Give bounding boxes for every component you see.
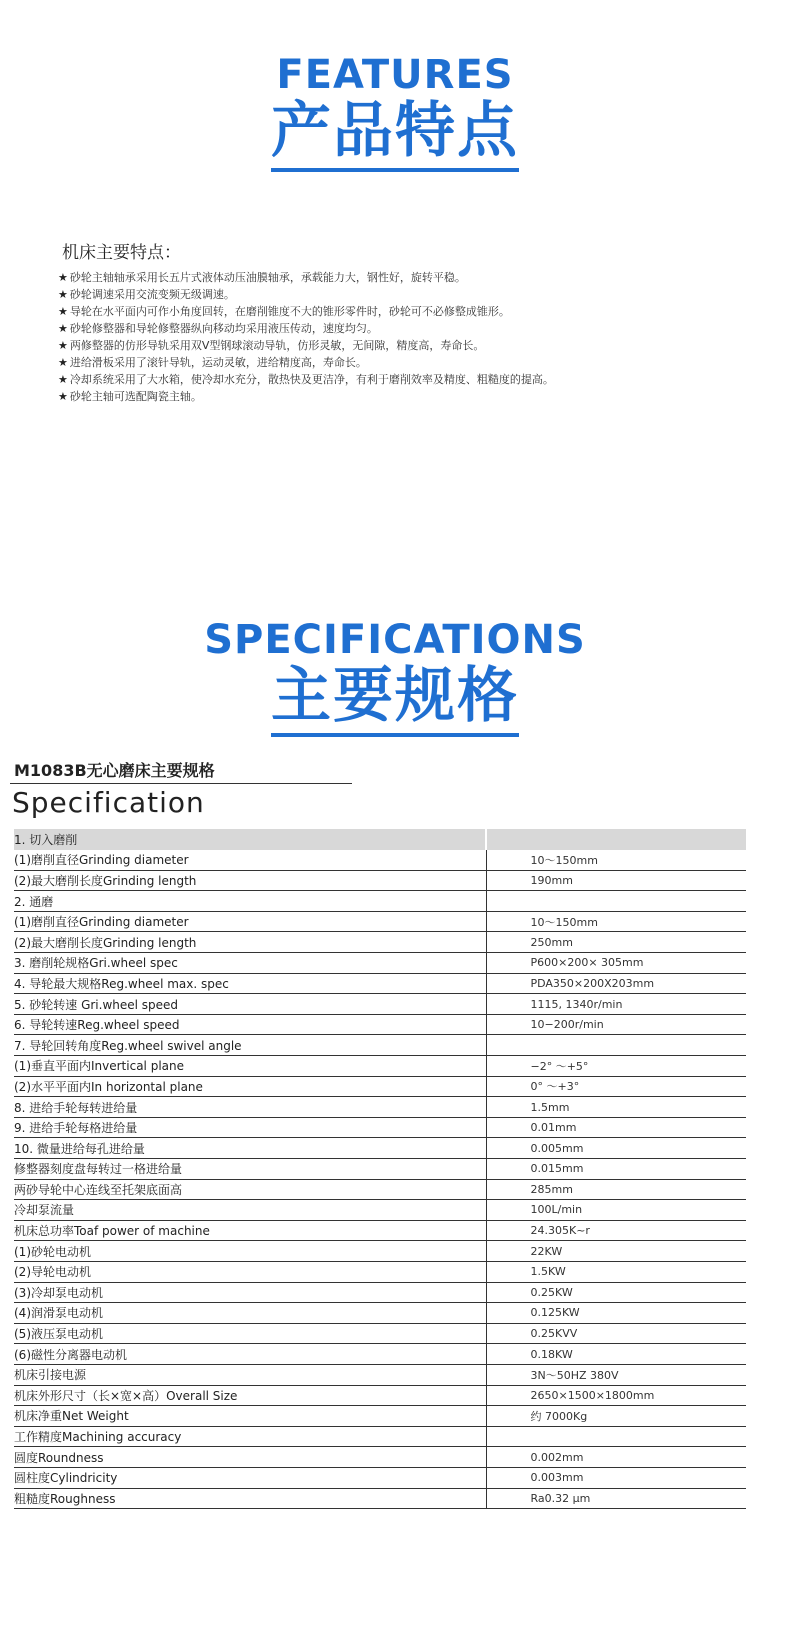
features-title: 机床主要特点： — [62, 243, 181, 263]
spec-value: 22KW — [486, 1241, 746, 1262]
table-row — [14, 1014, 746, 1035]
feature-text: 导轮在水平面内可作小角度回转，在磨削锥度不大的锥形零件时，砂轮可不必修整成锥形。 — [69, 305, 510, 318]
spec-value: 0° ～+3° — [486, 1076, 746, 1097]
table-row — [14, 850, 746, 871]
feature-text: 冷却系统采用了大水箱，使冷却水充分，散热快及更洁净，有利于磨削效率及精度、粗糙度的提高。 — [69, 373, 554, 386]
feature-text: 砂轮调速采用交流变频无级调速。 — [69, 288, 235, 301]
spec-value: 约 7000Kg — [486, 1406, 746, 1427]
spec-label: 圆柱度Cylindricity — [14, 1467, 486, 1488]
spec-label: 机床外形尺寸（长×宽×高）Overall Size — [14, 1385, 486, 1406]
star-icon: ★ — [58, 322, 68, 335]
spec-value: PDA350×200X203mm — [486, 973, 746, 994]
spec-value: 0.015mm — [486, 1159, 746, 1180]
table-row — [14, 1385, 746, 1406]
spec-value: 1115, 1340r/min — [486, 994, 746, 1015]
spec-value: 24.305K~r — [486, 1220, 746, 1241]
spec-label: 工作精度Machining accuracy — [14, 1426, 486, 1447]
spec-label: (2)水平平面内In horizontal plane — [14, 1076, 486, 1097]
spec-title-divider — [10, 783, 352, 784]
feature-text: 砂轮主轴可选配陶瓷主轴。 — [69, 390, 202, 403]
table-row — [14, 1303, 746, 1324]
table-row — [14, 1138, 746, 1159]
feature-item — [58, 303, 762, 320]
star-icon: ★ — [58, 305, 68, 318]
table-row — [14, 953, 746, 974]
feature-item — [58, 320, 762, 337]
spec-label: (1)磨削直径Grinding diameter — [14, 850, 486, 871]
spec-label: 修整器刻度盘每转过一格进给量 — [14, 1159, 486, 1180]
table-row — [14, 1488, 746, 1509]
spec-label: 两砂导轮中心连线至托架底面高 — [14, 1179, 486, 1200]
spec-label: 1. 切入磨削 — [14, 829, 486, 850]
spec-subtitle: Specification — [12, 786, 205, 819]
table-row — [14, 1467, 746, 1488]
spec-label: 4. 导轮最大规格Reg.wheel max. spec — [14, 973, 486, 994]
table-row — [14, 994, 746, 1015]
table-row — [14, 1282, 746, 1303]
table-row — [14, 1117, 746, 1138]
table-row — [14, 891, 746, 912]
spec-label: 7. 导轮回转角度Reg.wheel swivel angle — [14, 1035, 486, 1056]
table-row — [14, 1364, 746, 1385]
star-icon: ★ — [58, 390, 68, 403]
spec-value: 1.5mm — [486, 1097, 746, 1118]
spec-value — [486, 829, 746, 850]
spec-label: 圆度Roundness — [14, 1447, 486, 1468]
star-icon: ★ — [58, 288, 68, 301]
table-row — [14, 1447, 746, 1468]
table-row — [14, 829, 746, 850]
feature-item — [58, 354, 762, 371]
spec-value: 190mm — [486, 870, 746, 891]
spec-value: P600×200× 305mm — [486, 953, 746, 974]
spec-value: 10−200r/min — [486, 1014, 746, 1035]
features-list — [58, 269, 762, 405]
spec-label: 粗糙度Roughness — [14, 1488, 486, 1509]
spec-value: 250mm — [486, 932, 746, 953]
table-row — [14, 911, 746, 932]
spec-label: 2. 通磨 — [14, 891, 486, 912]
spec-label: (5)液压泵电动机 — [14, 1323, 486, 1344]
spec-value: 0.005mm — [486, 1138, 746, 1159]
spec-label: 3. 磨削轮规格Gri.wheel spec — [14, 953, 486, 974]
spec-value: 100L/min — [486, 1200, 746, 1221]
spec-value — [486, 1035, 746, 1056]
spec-label: (2)导轮电动机 — [14, 1261, 486, 1282]
spec-label: 机床净重Net Weight — [14, 1406, 486, 1427]
table-row — [14, 1097, 746, 1118]
spec-value: 0.18KW — [486, 1344, 746, 1365]
table-row — [14, 1179, 746, 1200]
spec-value — [486, 1426, 746, 1447]
spec-label: 10. 微量进给每孔进给量 — [14, 1138, 486, 1159]
star-icon: ★ — [58, 373, 68, 386]
spec-label: 9. 进给手轮每格进给量 — [14, 1117, 486, 1138]
table-row — [14, 1220, 746, 1241]
table-row — [14, 1241, 746, 1262]
feature-text: 进给滑板采用了滚针导轨，运动灵敏，进给精度高，寿命长。 — [69, 356, 367, 369]
spec-label: (2)最大磨削长度Grinding length — [14, 870, 486, 891]
table-row — [14, 870, 746, 891]
table-row — [14, 1035, 746, 1056]
table-row — [14, 1159, 746, 1180]
feature-item — [58, 371, 762, 388]
table-row — [14, 932, 746, 953]
specs-heading-cn: 主要规格 — [271, 661, 519, 731]
star-icon: ★ — [58, 356, 68, 369]
spec-value: 10～150mm — [486, 911, 746, 932]
table-row — [14, 973, 746, 994]
spec-value: 0.002mm — [486, 1447, 746, 1468]
spec-value: 285mm — [486, 1179, 746, 1200]
spec-table — [14, 829, 746, 1509]
spec-label: (1)砂轮电动机 — [14, 1241, 486, 1262]
spec-value: 3N～50HZ 380V — [486, 1364, 746, 1385]
spec-value: 0.01mm — [486, 1117, 746, 1138]
spec-label: 冷却泵流量 — [14, 1200, 486, 1221]
feature-text: 砂轮主轴轴承采用长五片式液体动压油膜轴承，承载能力大，钢性好，旋转平稳。 — [69, 271, 466, 284]
spec-label: (1)磨削直径Grinding diameter — [14, 911, 486, 932]
spec-value: 1.5KW — [486, 1261, 746, 1282]
features-heading-underline — [271, 168, 519, 172]
feature-item — [58, 286, 762, 303]
specs-heading — [0, 617, 790, 737]
feature-text: 砂轮修整器和导轮修整器纵向移动均采用液压传动，速度均匀。 — [69, 322, 378, 335]
spec-value — [486, 891, 746, 912]
feature-item — [58, 388, 762, 405]
spec-value: 2650×1500×1800mm — [486, 1385, 746, 1406]
table-row — [14, 1323, 746, 1344]
table-row — [14, 1056, 746, 1077]
table-row — [14, 1261, 746, 1282]
feature-item — [58, 337, 762, 354]
features-heading-cn: 产品特点 — [271, 96, 519, 166]
spec-label: (2)最大磨削长度Grinding length — [14, 932, 486, 953]
spec-value: Ra0.32 μm — [486, 1488, 746, 1509]
features-heading-en: FEATURES — [276, 52, 514, 98]
table-row — [14, 1344, 746, 1365]
features-heading — [0, 52, 790, 172]
spec-label: (1)垂直平面内Invertical plane — [14, 1056, 486, 1077]
spec-label: 机床引接电源 — [14, 1364, 486, 1385]
spec-value: 10～150mm — [486, 850, 746, 871]
spec-label: (3)冷却泵电动机 — [14, 1282, 486, 1303]
specs-heading-en: SPECIFICATIONS — [204, 617, 586, 663]
star-icon: ★ — [58, 339, 68, 352]
specs-heading-underline — [271, 733, 519, 737]
feature-text: 两修整器的仿形导轨采用双V型钢球滚动导轨，仿形灵敏，无间隙，精度高，寿命长。 — [69, 339, 485, 352]
feature-item — [58, 269, 762, 286]
spec-value: −2° ～+5° — [486, 1056, 746, 1077]
spec-value: 0.25KVV — [486, 1323, 746, 1344]
spec-value: 0.003mm — [486, 1467, 746, 1488]
spec-label: (4)润滑泵电动机 — [14, 1303, 486, 1324]
table-row — [14, 1426, 746, 1447]
table-row — [14, 1406, 746, 1427]
features-section — [58, 238, 762, 405]
table-row — [14, 1200, 746, 1221]
spec-label: 5. 砂轮转速 Gri.wheel speed — [14, 994, 486, 1015]
spec-table-title: M1083B无心磨床主要规格 — [14, 761, 215, 780]
spec-value: 0.25KW — [486, 1282, 746, 1303]
spec-value: 0.125KW — [486, 1303, 746, 1324]
spec-label: 6. 导轮转速Reg.wheel speed — [14, 1014, 486, 1035]
spec-label: 8. 进给手轮每转进给量 — [14, 1097, 486, 1118]
star-icon: ★ — [58, 271, 68, 284]
spec-label: 机床总功率Toaf power of machine — [14, 1220, 486, 1241]
spec-label: (6)磁性分离器电动机 — [14, 1344, 486, 1365]
table-row — [14, 1076, 746, 1097]
